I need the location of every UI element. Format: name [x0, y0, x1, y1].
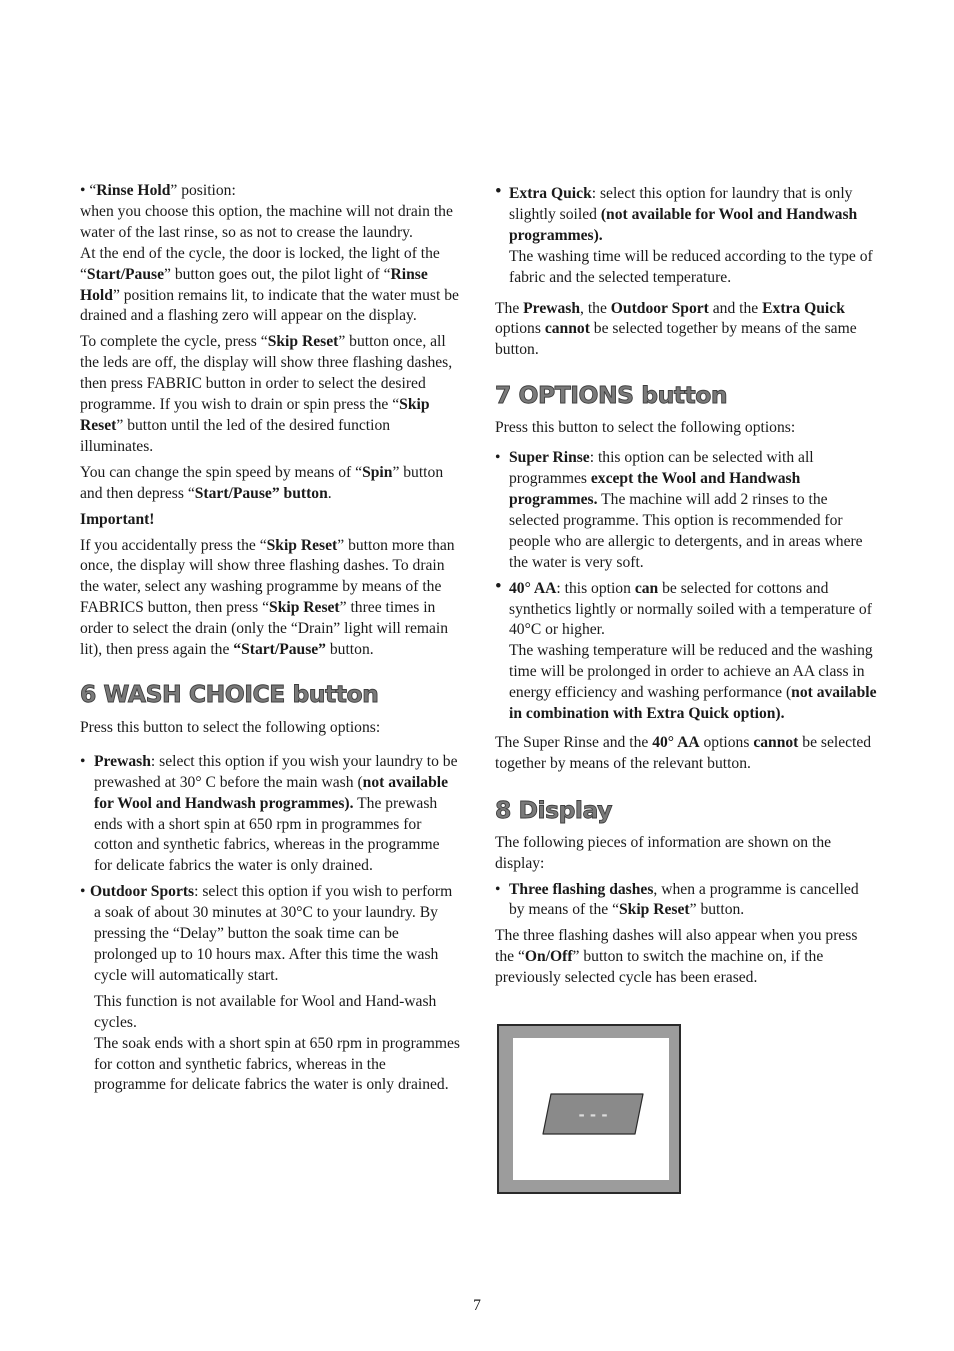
- 40-aa-detail: The washing temperature will be reduced and the washing time will be prolonged in order to achieve an AA class in energy efficiency and washing performance (not available in combination with Extra Quick option).: [509, 642, 877, 723]
- bullet-icon: •: [80, 883, 86, 901]
- rinse-hold-item: • “Rinse Hold” position:: [80, 182, 236, 199]
- end-of-cycle-paragraph: At the end of the cycle, the door is locked, the light of the “Start/Pause” button goes out, the pilot light of “Rinse Hold” position remains lit, to indicate that the water must be drained and a flashing zero will appear on the display.: [80, 244, 459, 325]
- super-rinse-combination-note: The Super Rinse and the 40° AA options cannot be selected together by means of the relevant button.: [495, 733, 872, 772]
- important-label: Important!: [80, 510, 155, 528]
- section-6-intro: Press this button to select the following options:: [80, 718, 381, 736]
- bullet-icon: •: [495, 181, 502, 202]
- section-8-heading: 8 Display: [495, 795, 612, 824]
- three-flashing-dashes-item: • Three flashing dashes, when a programme is cancelled by means of the “Skip Reset” button.: [495, 880, 859, 919]
- section-7-heading: 7 OPTIONS button: [495, 381, 728, 410]
- display-dashes: - - -: [578, 1106, 608, 1124]
- important-paragraph: If you accidentally press the “Skip Reset” button more than once, the display will show three flashing dashes. To drain the water, select any washing programme by means of the FABRICS button, then press “Skip Reset” three times in order to select the drain (only the “Drain” light will remain lit), then press again the “Start/Pause” button.: [80, 536, 455, 659]
- display-panel-drawing: [513, 1038, 669, 1180]
- super-rinse-option: • Super Rinse: this option can be selected with all programmes except the Wool and Handwash programmes. The machine will add 2 rinses to the selected programme. This option is recommended for people who are allergic to detergents, and in areas where the water is very soft.: [495, 449, 863, 571]
- page-number: 7: [473, 1297, 481, 1314]
- extra-quick-time-note: The washing time will be reduced according to the type of fabric and the selected temperature.: [509, 247, 873, 286]
- right-column: [495, 181, 877, 994]
- section-6-heading: 6 WASH CHOICE button: [80, 679, 379, 708]
- rinse-hold-description: when you choose this option, the machine will not drain the water of the last rinse, so as not to crease the laundry.: [80, 202, 453, 241]
- dashes-on-off-note: The three flashing dashes will also appear when you press the “On/Off” button to switch the machine on, if the previously selected cycle has been erased.: [495, 927, 858, 987]
- extra-quick-option: • Extra Quick: select this option for laundry that is only slightly soiled (not available for Wool and Handwash programmes).: [495, 181, 858, 244]
- 40-aa-option: • 40° AA: this option can be selected for cottons and synthetics lightly or normally soiled with a temperature of 40°C or higher.: [495, 575, 872, 639]
- bullet-icon: •: [495, 449, 501, 467]
- display-illustration: [497, 1024, 681, 1194]
- bullet-icon: •: [495, 575, 502, 597]
- bullet-icon: •: [495, 880, 501, 898]
- section-7-intro: Press this button to select the following options:: [495, 419, 796, 437]
- outdoor-sports-option: • Outdoor Sports: select this option if you wish to perform a soak of about 30 minutes at 30°C to your laundry. By pressing the “Delay” button the soak time can be prolonged up to 10 hours max. After this time the wash cycle will automatically start.: [80, 883, 453, 984]
- outdoor-sports-note-availability: This function is not available for Wool and Hand-wash cycles.: [94, 992, 437, 1031]
- outdoor-sports-note-soak: The soak ends with a short spin at 650 rpm in programmes for cotton and synthetic fabrics, whereas in the programme for delicate fabrics the water is only drained.: [94, 1034, 460, 1094]
- section-8-intro: The following pieces of information are shown on the display:: [495, 833, 832, 872]
- prewash-option: • Prewash: select this option if you wish your laundry to be prewashed at 30° C before the main wash (not available for Wool and Handwash programmes). The prewash ends with a short spin at 650 rpm in programmes for cotton and synthetic fabrics, whereas in the programme for delicate fabrics the water is only drained.: [80, 752, 458, 875]
- display-background: [513, 1038, 669, 1180]
- bullet-icon: •: [80, 752, 86, 770]
- spin-speed-paragraph: You can change the spin speed by means of “Spin” button and then depress “Start/Pause” button.: [80, 463, 444, 502]
- left-column: [80, 181, 460, 1101]
- prewash-combination-note: The Prewash, the Outdoor Sport and the Extra Quick options cannot be selected together by means of the same button.: [495, 299, 857, 359]
- complete-cycle-paragraph: To complete the cycle, press “Skip Reset” button once, all the leds are off, the display will show three flashing dashes, then press FABRIC button in order to select the desired programme. If you wish to drain or spin press the “Skip Reset” button until the led of the desired function illuminates.: [80, 333, 453, 455]
